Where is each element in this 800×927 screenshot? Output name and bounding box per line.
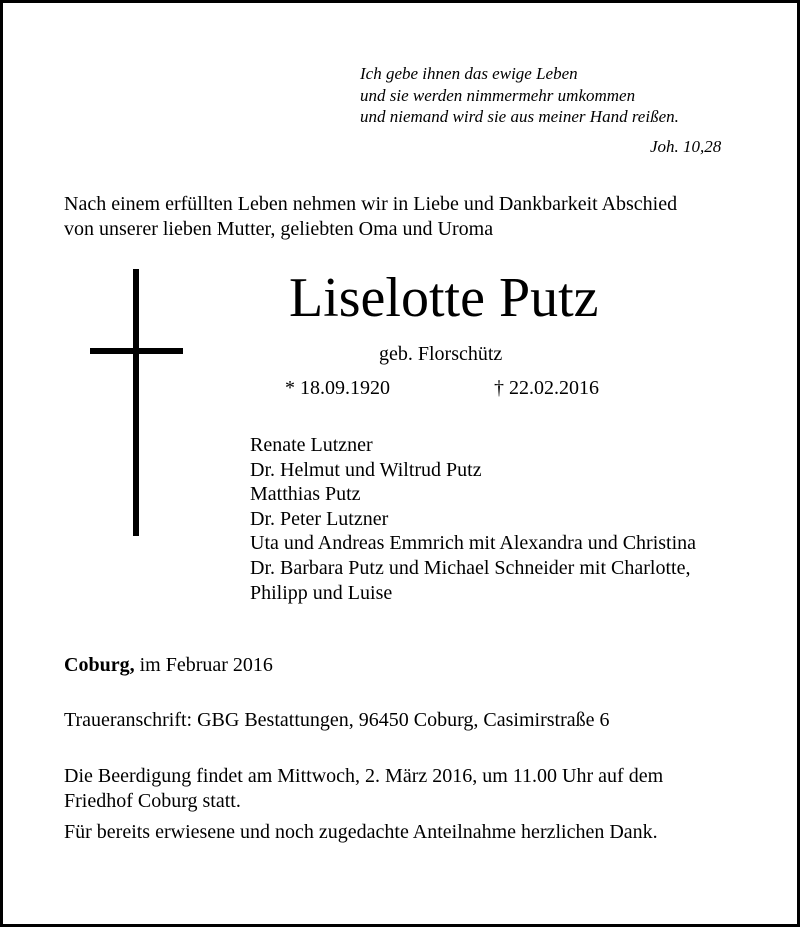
funeral-line: Friedhof Coburg statt. bbox=[64, 790, 241, 812]
verse-reference: Joh. 10,28 bbox=[650, 137, 722, 156]
place-city: Coburg, bbox=[64, 654, 135, 676]
mourning-address: Traueranschrift: GBG Bestattungen, 96450 Coburg, Casimirstraße 6 bbox=[64, 709, 610, 731]
birth-date: * 18.09.1920 bbox=[285, 377, 390, 399]
intro-text bbox=[64, 192, 764, 242]
funeral-info bbox=[64, 764, 764, 814]
thanks-text: Für bereits erwiesene und noch zugedachte Anteilnahme herzlichen Dank. bbox=[64, 821, 658, 843]
verse-line: und sie werden nimmermehr umkommen bbox=[360, 85, 636, 105]
maiden-name: geb. Florschütz bbox=[379, 343, 503, 365]
place-date: im Februar 2016 bbox=[134, 654, 273, 676]
mourner-entry: Dr. Peter Lutzner bbox=[250, 507, 389, 530]
bible-verse bbox=[360, 63, 679, 128]
funeral-line: Die Beerdigung findet am Mittwoch, 2. März 2016, um 11.00 Uhr auf dem bbox=[64, 765, 664, 787]
mourner-entry: Dr. Barbara Putz und Michael Schneider mit Charlotte, bbox=[250, 556, 691, 579]
place-and-date bbox=[64, 654, 273, 677]
mourner-entry: Philipp und Luise bbox=[250, 581, 393, 604]
mourner-entry: Dr. Helmut und Wiltrud Putz bbox=[250, 458, 482, 481]
intro-line: von unserer lieben Mutter, geliebten Oma und Uroma bbox=[64, 218, 494, 240]
mourners-list bbox=[250, 433, 696, 605]
verse-line: Ich gebe ihnen das ewige Leben bbox=[360, 64, 578, 83]
mourner-entry: Matthias Putz bbox=[250, 483, 361, 506]
cross-horizontal-bar bbox=[90, 348, 183, 354]
deceased-name: Liselotte Putz bbox=[289, 267, 599, 329]
mourner-entry: Renate Lutzner bbox=[250, 434, 373, 456]
death-date: † 22.02.2016 bbox=[494, 377, 599, 399]
intro-line: Nach einem erfüllten Leben nehmen wir in Liebe und Dankbarkeit Abschied bbox=[64, 193, 678, 215]
verse-line: und niemand wird sie aus meiner Hand reißen. bbox=[360, 107, 679, 126]
mourner-entry: Uta und Andreas Emmrich mit Alexandra und Christina bbox=[250, 532, 697, 555]
cross-vertical-bar bbox=[133, 269, 139, 536]
